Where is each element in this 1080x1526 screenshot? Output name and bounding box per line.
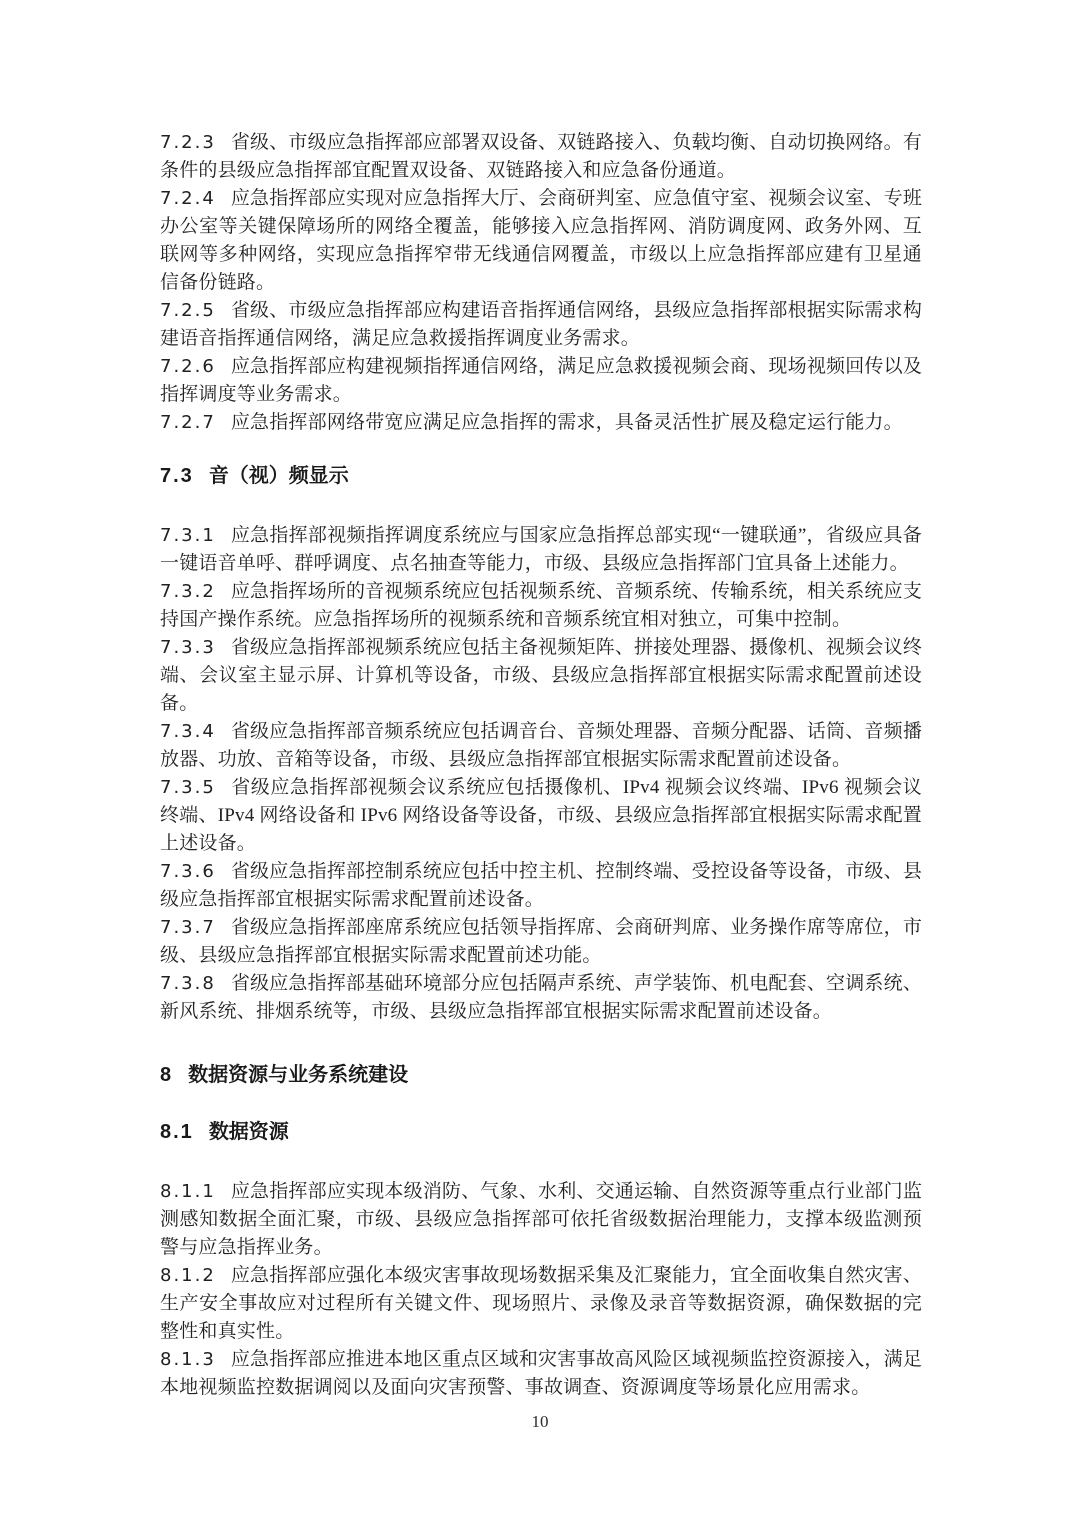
section-heading-8-1 [160, 1118, 922, 1146]
clause-7-2-7 [160, 409, 922, 437]
clause-number: 7.3.6 [160, 861, 216, 882]
clause-number: 7.3.4 [160, 721, 216, 742]
clause-text: 省级应急指挥部基础环境部分应包括隔声系统、声学装饰、机电配套、空调系统、新风系统、排烟系统等，市级、县级应急指挥部宜根据实际需求配置前述设备。 [160, 973, 923, 1022]
clause-number: 7.3.3 [160, 637, 216, 658]
clause-number: 7.3.1 [160, 525, 216, 546]
clause-text: 应急指挥部应实现本级消防、气象、水利、交通运输、自然资源等重点行业部门监测感知数据全面汇聚，市级、县级应急指挥部可依托省级数据治理能力，支撑本级监测预警与应急指挥业务。 [160, 1181, 923, 1258]
clause-text: 省级应急指挥部视频会议系统应包括摄像机、IPv4 视频会议终端、IPv6 视频会议终端、IPv4 网络设备和 IPv6 网络设备等设备，市级、县级应急指挥部宜根据实际需求配置上述设备。 [160, 777, 922, 854]
clause-7-3-5 [160, 774, 922, 858]
clause-number: 8.1.1 [160, 1181, 216, 1202]
clause-number: 7.3.5 [160, 777, 216, 798]
heading-text: 音（视）频显示 [208, 465, 349, 487]
clause-number: 8.1.3 [160, 1349, 216, 1370]
clause-text: 省级应急指挥部音频系统应包括调音台、音频处理器、音频分配器、话筒、音频播放器、功放、音箱等设备，市级、县级应急指挥部宜根据实际需求配置前述设备。 [160, 721, 923, 770]
clause-number: 7.2.6 [160, 356, 216, 377]
heading-number: 8 [160, 1064, 174, 1086]
clause-text: 应急指挥部网络带宽应满足应急指挥的需求，具备灵活性扩展及稳定运行能力。 [230, 412, 903, 433]
clause-text: 应急指挥部应构建视频指挥通信网络，满足应急救援视频会商、现场视频回传以及指挥调度等业务需求。 [160, 356, 923, 405]
page-number: 10 [531, 1412, 549, 1431]
clause-text: 省级、市级应急指挥部应部署双设备、双链路接入、负载均衡、自动切换网络。有条件的县级应急指挥部宜配置双设备、双链路接入和应急备份通道。 [160, 132, 923, 181]
clause-number: 8.1.2 [160, 1265, 216, 1286]
clause-text: 省级、市级应急指挥部应构建语音指挥通信网络，县级应急指挥部根据实际需求构建语音指挥通信网络，满足应急救援指挥调度业务需求。 [160, 300, 923, 349]
heading-number: 8.1 [160, 1121, 194, 1143]
clause-text: 省级应急指挥部控制系统应包括中控主机、控制终端、受控设备等设备，市级、县级应急指挥部宜根据实际需求配置前述设备。 [160, 861, 923, 910]
heading-text: 数据资源 [208, 1121, 289, 1143]
clause-text: 应急指挥部应强化本级灾害事故现场数据采集及汇聚能力，宜全面收集自然灾害、生产安全事故应对过程所有关键文件、现场照片、录像及录音等数据资源，确保数据的完整性和真实性。 [160, 1265, 923, 1342]
clause-7-3-3 [160, 634, 922, 718]
clause-7-2-3 [160, 129, 922, 185]
clause-7-3-7 [160, 914, 922, 970]
heading-text: 数据资源与业务系统建设 [188, 1064, 409, 1086]
heading-number: 7.3 [160, 465, 194, 487]
clause-7-3-6 [160, 858, 922, 914]
clause-7-3-2 [160, 578, 922, 634]
clause-number: 7.2.7 [160, 412, 216, 433]
clause-8-1-1 [160, 1178, 922, 1262]
clause-text: 省级应急指挥部视频系统应包括主备视频矩阵、拼接处理器、摄像机、视频会议终端、会议室主显示屏、计算机等设备，市级、县级应急指挥部宜根据实际需求配置前述设备。 [160, 637, 923, 714]
clause-number: 7.3.7 [160, 917, 216, 938]
clause-7-2-4 [160, 185, 922, 297]
document-body [160, 129, 922, 1402]
clause-text: 应急指挥部应实现对应急指挥大厅、会商研判室、应急值守室、视频会议室、专班办公室等关键保障场所的网络全覆盖，能够接入应急指挥网、消防调度网、政务外网、互联网等多种网络，实现应急指挥窄带无线通信网覆盖，市级以上应急指挥部应建有卫星通信备份链路。 [160, 188, 923, 293]
clause-7-3-4 [160, 718, 922, 774]
clause-8-1-2 [160, 1262, 922, 1346]
clause-number: 7.3.8 [160, 973, 216, 994]
clause-7-3-8 [160, 970, 922, 1026]
section-heading-7-3 [160, 462, 922, 490]
clause-7-2-6 [160, 353, 922, 409]
clause-number: 7.2.4 [160, 188, 216, 209]
clause-number: 7.3.2 [160, 581, 216, 602]
clause-7-2-5 [160, 297, 922, 353]
clause-text: 应急指挥部应推进本地区重点区域和灾害事故高风险区域视频监控资源接入，满足本地视频监控数据调阅以及面向灾害预警、事故调查、资源调度等场景化应用需求。 [160, 1349, 923, 1398]
clause-8-1-3 [160, 1346, 922, 1402]
clause-text: 应急指挥场所的音视频系统应包括视频系统、音频系统、传输系统，相关系统应支持国产操作系统。应急指挥场所的视频系统和音频系统宜相对独立，可集中控制。 [160, 581, 923, 630]
section-heading-8 [160, 1061, 922, 1089]
clause-text: 应急指挥部视频指挥调度系统应与国家应急指挥总部实现“一键联通”，省级应具备一键语音单呼、群呼调度、点名抽查等能力，市级、县级应急指挥部门宜具备上述能力。 [160, 525, 922, 574]
clause-7-3-1 [160, 522, 922, 578]
clause-number: 7.2.5 [160, 300, 216, 321]
clause-text: 省级应急指挥部座席系统应包括领导指挥席、会商研判席、业务操作席等席位，市级、县级应急指挥部宜根据实际需求配置前述功能。 [160, 917, 923, 966]
clause-number: 7.2.3 [160, 132, 216, 153]
